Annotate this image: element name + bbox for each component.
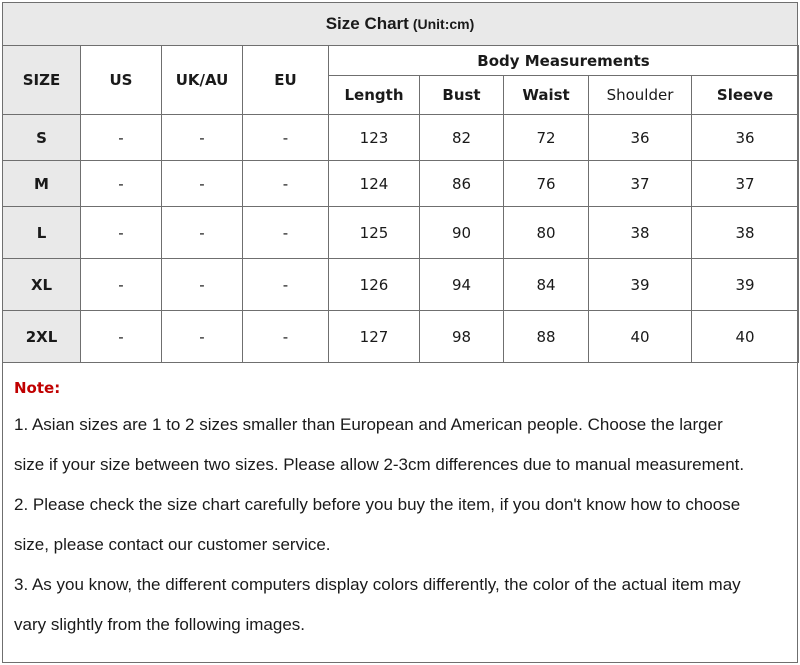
shoulder-value: 38 xyxy=(589,207,692,259)
note-line: size, please contact our customer service. xyxy=(14,535,331,554)
note-line: 3. As you know, the different computers display colors differently, the color of the actual item may xyxy=(14,575,741,594)
ukau-value: - xyxy=(162,207,243,259)
eu-value: - xyxy=(243,311,329,363)
bust-value: 90 xyxy=(420,207,504,259)
note-line: vary slightly from the following images. xyxy=(14,615,306,634)
header-waist: Waist xyxy=(504,76,589,115)
shoulder-value: 36 xyxy=(589,115,692,161)
bust-value: 94 xyxy=(420,259,504,311)
shoulder-value: 40 xyxy=(589,311,692,363)
size-label: S xyxy=(3,115,81,161)
eu-value: - xyxy=(243,259,329,311)
size-label: 2XL xyxy=(3,311,81,363)
header-length: Length xyxy=(329,76,420,115)
note-line: size if your size between two sizes. Please allow 2-3cm differences due to manual measurement. xyxy=(14,455,745,474)
length-value: 127 xyxy=(329,311,420,363)
note-line: 2. Please check the size chart carefully before you buy the item, if you don't know how to choose xyxy=(14,495,741,514)
us-value: - xyxy=(81,259,162,311)
header-body-measurements: Body Measurements xyxy=(329,46,799,76)
chart-title: Size Chart xyxy=(325,13,409,33)
sleeve-value: 39 xyxy=(692,259,799,311)
waist-value: 76 xyxy=(504,161,589,207)
size-label: M xyxy=(3,161,81,207)
outer-frame xyxy=(2,2,798,663)
sleeve-value: 38 xyxy=(692,207,799,259)
us-value: - xyxy=(81,311,162,363)
length-value: 126 xyxy=(329,259,420,311)
header-size: SIZE xyxy=(3,46,81,115)
ukau-value: - xyxy=(162,311,243,363)
note-line: 1. Asian sizes are 1 to 2 sizes smaller than European and American people. Choose the larger xyxy=(14,415,723,434)
waist-value: 72 xyxy=(504,115,589,161)
length-value: 125 xyxy=(329,207,420,259)
length-value: 123 xyxy=(329,115,420,161)
us-value: - xyxy=(81,207,162,259)
note-title: Note: xyxy=(14,379,61,397)
length-value: 124 xyxy=(329,161,420,207)
chart-unit: (Unit:cm) xyxy=(412,15,475,32)
header-ukau: UK/AU xyxy=(162,46,243,115)
shoulder-value: 39 xyxy=(589,259,692,311)
waist-value: 84 xyxy=(504,259,589,311)
eu-value: - xyxy=(243,207,329,259)
ukau-value: - xyxy=(162,161,243,207)
sleeve-value: 36 xyxy=(692,115,799,161)
shoulder-value: 37 xyxy=(589,161,692,207)
bust-value: 86 xyxy=(420,161,504,207)
ukau-value: - xyxy=(162,259,243,311)
us-value: - xyxy=(81,161,162,207)
bust-value: 82 xyxy=(420,115,504,161)
bust-value: 98 xyxy=(420,311,504,363)
header-eu: EU xyxy=(243,46,329,115)
header-shoulder: Shoulder xyxy=(589,76,692,115)
size-label: L xyxy=(3,207,81,259)
ukau-value: - xyxy=(162,115,243,161)
header-sleeve: Sleeve xyxy=(692,76,799,115)
sleeve-value: 37 xyxy=(692,161,799,207)
size-label: XL xyxy=(3,259,81,311)
sleeve-value: 40 xyxy=(692,311,799,363)
header-us: US xyxy=(81,46,162,115)
waist-value: 80 xyxy=(504,207,589,259)
header-bust: Bust xyxy=(420,76,504,115)
waist-value: 88 xyxy=(504,311,589,363)
eu-value: - xyxy=(243,115,329,161)
us-value: - xyxy=(81,115,162,161)
eu-value: - xyxy=(243,161,329,207)
